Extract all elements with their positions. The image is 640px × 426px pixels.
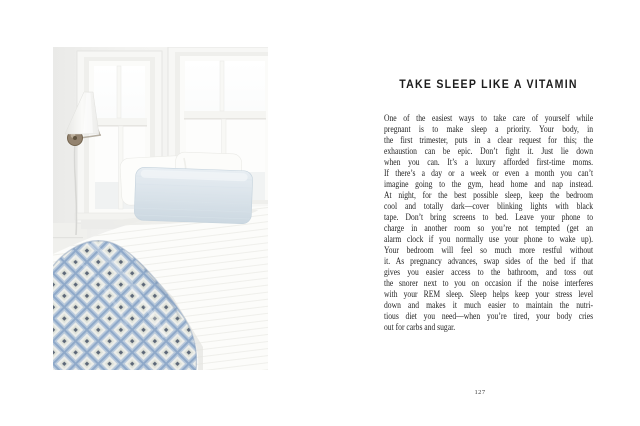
- body-line: pregnant is to make sleep a priority. Your body, in: [384, 124, 594, 135]
- body-line: alarm clock if you normally use your phone to wake up).: [384, 234, 594, 245]
- body-line: tape. Don’t bring screens to bed. Leave your phone to: [384, 212, 594, 223]
- body-line: tious diet you need—when you’re tired, your body cries: [384, 311, 594, 322]
- body-line: the first trimester, puts in a clear request for this; the: [384, 135, 594, 146]
- body-line: At night, for the best possible sleep, keep the bedroom: [384, 190, 594, 201]
- body-line: down and makes it much easier to maintain the nutri-: [384, 300, 594, 311]
- body-line: If there’s a day or a week or even a month you can’t: [384, 168, 594, 179]
- body-line: exhaustion can be epic. Don’t fight it. Just lie down: [384, 146, 594, 157]
- body-line: the snorer next to you on occasion if the noise interferes: [384, 278, 594, 289]
- body-line: imagine going to the gym, head home and nap instead.: [384, 179, 594, 190]
- chapter-title: TAKE SLEEP LIKE A VITAMIN: [399, 77, 578, 91]
- body-line: it. As pregnancy advances, swap sides of the bed if that: [384, 256, 594, 267]
- bedroom-photo: [53, 47, 268, 370]
- body-line: charge in another room so you’re not tempted (get an: [384, 223, 594, 234]
- body-line: One of the easiest ways to take care of yourself while: [384, 113, 594, 124]
- body-line: cool and totally dark—cover blinking lights with black: [384, 201, 594, 212]
- body-line: gives you easier access to the bathroom, and toss out: [384, 267, 594, 278]
- body-text: [384, 113, 593, 333]
- right-page: [320, 0, 640, 426]
- bedroom-photo-art: [53, 47, 268, 370]
- body-line: Your bedroom will feel so much more restful without: [384, 245, 594, 256]
- body-line: when you can. It’s a luxury afforded first-time moms.: [384, 157, 594, 168]
- page-number: 127: [474, 389, 486, 396]
- body-line: with your REM sleep. Sleep helps keep your stress level: [384, 289, 594, 300]
- pillow-blue-lumbar: [134, 167, 253, 224]
- body-line: out for carbs and sugar.: [384, 322, 456, 333]
